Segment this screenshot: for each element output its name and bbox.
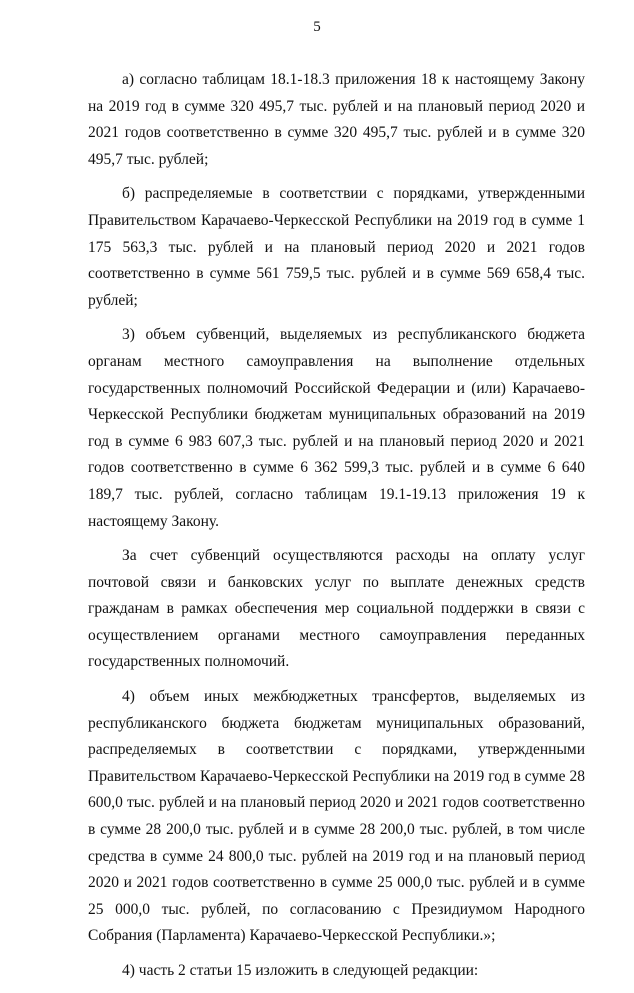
- paragraph-subsidies-b: б) распределяемые в соответствии с порядками, утвержденными Правительством Карачаево-Черкесской Республики на 2019 год в сумме 1 175 563,3 тыс. рублей и на плановый период 2020 и 2021 годов соответственно в сумме 561 759,5 тыс. рублей и в сумме 569 658,4 тыс. рублей;: [88, 185, 585, 309]
- paragraph-subventions-volume: 3) объем субвенций, выделяемых из республиканского бюджета органам местного самоуправления на выполнение отдельных государственных полномочий Российской Федерации и (или) Карачаево-Черкесской Республики бюджетам муниципальных образований на 2019 год в сумме 6 983 607,3 тыс. рублей и на плановый период 2020 и 2021 годов соответственно в сумме 6 362 599,3 тыс. рублей и в сумме 6 640 189,7 тыс. рублей, согласно таблицам 19.1-19.13 приложения 19 к настоящему Закону.: [88, 326, 585, 530]
- paragraph-other-transfers: 4) объем иных межбюджетных трансфертов, выделяемых из республиканского бюджета бюджетам муниципальных образований, распределяемых в соответствии с порядками, утвержденными Правительством Карачаево-Черкесской Республики на 2019 год в сумме 28 600,0 тыс. рублей и на плановый период 2020 и 2021 годов соответственно в сумме 28 200,0 тыс. рублей и в сумме 28 200,0 тыс. рублей, в том числе средства в сумме 24 800,0 тыс. рублей на 2019 год и на плановый период 2020 и 2021 годов соответственно в сумме 25 000,0 тыс. рублей и в сумме 25 000,0 тыс. рублей, по согласованию с Президиумом Народного Собрания (Парламента) Карачаево-Черкесской Республики.»;: [88, 688, 585, 945]
- page-number: 5: [313, 19, 321, 35]
- paragraph-article-15-amendment: 4) часть 2 статьи 15 изложить в следующей редакции:: [122, 962, 479, 979]
- paragraph-subsidies-a: а) согласно таблицам 18.1-18.3 приложения 18 к настоящему Закону на 2019 год в сумме 320 495,7 тыс. рублей и на плановый период 2020 и 2021 годов соответственно в сумме 320 495,7 тыс. рублей и в сумме 320 495,7 тыс. рублей;: [88, 71, 585, 168]
- paragraph-subventions-expenses: За счет субвенций осуществляются расходы на оплату услуг почтовой связи и банковских услуг по выплате денежных средств гражданам в рамках обеспечения мер социальной поддержки в связи с осуществлением органами местного самоуправления переданных государственных полномочий.: [88, 547, 585, 671]
- document-body: [88, 67, 585, 993]
